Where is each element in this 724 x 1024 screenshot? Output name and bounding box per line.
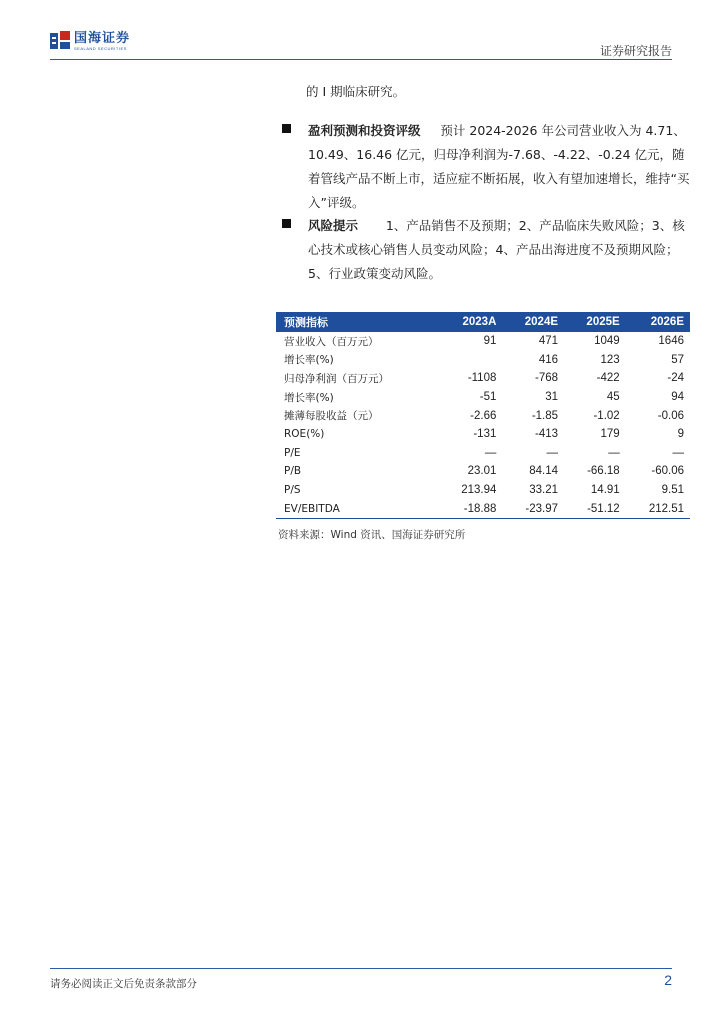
table-source-note: 资料来源：Wind 资讯、国海证券研究所 <box>278 529 466 541</box>
table-cell: -768 <box>535 372 559 385</box>
table-cell: 471 <box>538 335 559 348</box>
table-header-cell: 预测指标 <box>284 316 328 329</box>
table-cell: 416 <box>538 353 559 366</box>
table-row-label: P/B <box>284 465 302 478</box>
table-row <box>276 388 690 407</box>
table-cell: -24 <box>667 372 684 385</box>
table-cell: -60.06 <box>651 465 684 478</box>
table-cell: -18.88 <box>438 499 502 518</box>
table-cell: 123 <box>600 353 620 366</box>
square-bullet-icon <box>282 124 291 133</box>
company-logo <box>50 31 130 51</box>
table-cell: — <box>546 446 559 459</box>
table-cell: 9 <box>677 428 684 441</box>
forecast-rating-text: 预计 2024-2026 年公司营业收入为 4.71、10.49、16.46 亿元，归母净利润为-7.68、-4.22、-0.24 亿元，随着管线产品不断上市，适应症不断拓展，收入有望加速增长，维持“买入”评级。 <box>308 123 690 210</box>
table-row-label: EV/EBITDA <box>276 499 438 518</box>
table-cell: 213.94 <box>461 484 497 497</box>
table-cell: 33.21 <box>529 484 559 497</box>
table-row <box>276 462 690 481</box>
table-row-label: 归母净利润（百万元） <box>284 372 389 385</box>
table-cell: -51.12 <box>564 499 626 518</box>
table-cell: 9.51 <box>661 484 684 497</box>
table-cell: 31 <box>545 391 559 404</box>
table-row <box>276 369 690 388</box>
table-cell: 1646 <box>658 335 684 348</box>
forecast-rating-section <box>282 119 690 215</box>
table-cell: 14.91 <box>590 484 620 497</box>
risk-warning-title: 风险提示 <box>308 218 359 233</box>
logo-chinese-name: 国海证券 <box>74 30 131 46</box>
table-cell: 94 <box>671 391 684 404</box>
page-header <box>0 0 724 62</box>
table-header-cell: 2025E <box>586 316 620 328</box>
footer-disclaimer: 请务必阅读正文后免责条款部分 <box>50 978 197 990</box>
report-type-label: 证券研究报告 <box>599 44 672 58</box>
table-cell: 84.14 <box>529 465 559 478</box>
table-cell: — <box>608 446 620 459</box>
table-cell: 45 <box>606 391 620 404</box>
table-row-label: P/S <box>284 484 301 497</box>
table-cell: 23.01 <box>467 465 497 478</box>
table-row-label: 增长率(%) <box>284 391 334 404</box>
square-bullet-icon <box>282 219 291 228</box>
table-row <box>276 406 690 425</box>
table-header-cell: 2024E <box>524 316 559 328</box>
table-row <box>276 444 690 463</box>
table-cell: 91 <box>483 335 497 348</box>
table-cell: -1.85 <box>531 409 559 422</box>
table-cell: -2.66 <box>470 409 497 422</box>
table-cell: — <box>672 446 684 459</box>
table-cell: -413 <box>535 428 559 441</box>
table-row <box>276 332 690 351</box>
table-header-cell: 2026E <box>650 316 684 328</box>
table-row-label: 营业收入（百万元） <box>284 335 379 348</box>
table-cell: -66.18 <box>587 465 620 478</box>
header-divider <box>50 59 672 60</box>
table-cell: — <box>484 446 497 459</box>
table-cell: -1108 <box>467 372 497 385</box>
logo-english-name: SEALAND SECURITIES <box>74 45 127 51</box>
table-header-cell: 2023A <box>462 316 497 328</box>
table-cell: -23.97 <box>502 499 564 518</box>
forecast-table <box>276 312 690 519</box>
table-cell: -1.02 <box>593 409 620 422</box>
table-cell: -0.06 <box>657 409 684 422</box>
footer-divider <box>50 968 672 969</box>
table-cell: 212.51 <box>626 499 690 518</box>
table-row <box>276 425 690 444</box>
table-cell: 57 <box>671 353 684 366</box>
table-cell: -131 <box>473 428 497 441</box>
table-cell: 179 <box>600 428 620 441</box>
table-cell: 1049 <box>594 335 620 348</box>
table-body <box>276 332 690 518</box>
table-header-row <box>276 312 690 332</box>
table-row <box>276 481 690 500</box>
table-row-label: 增长率(%) <box>284 354 334 367</box>
table-row <box>276 351 690 370</box>
table-cell: -422 <box>596 372 620 385</box>
table-row-label: 摊薄每股收益（元） <box>284 410 379 423</box>
table-cell: -51 <box>479 391 497 404</box>
risk-warning-text: 1、产品销售不及预期；2、产品临床失败风险；3、核心技术或核心销售人员变动风险；4、产品出海进度不及预期风险；5、行业政策变动风险。 <box>308 218 685 281</box>
table-row-label: P/E <box>284 446 301 459</box>
page-number: 2 <box>664 972 672 988</box>
table-cell <box>438 351 502 370</box>
intro-paragraph: 的 I 期临床研究。 <box>306 84 406 99</box>
sealand-logo-icon <box>50 31 70 51</box>
risk-warning-section <box>282 214 690 286</box>
forecast-rating-title: 盈利预测和投资评级 <box>308 123 421 138</box>
table-row-label: ROE(%) <box>284 428 325 441</box>
table-row <box>276 499 690 518</box>
